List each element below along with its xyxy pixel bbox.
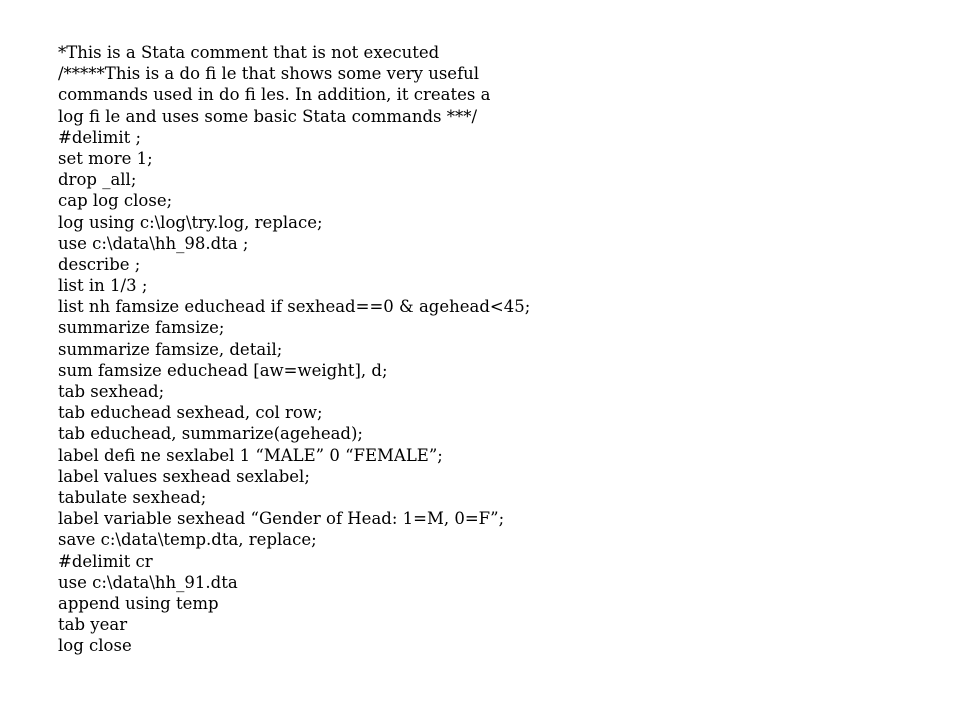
code-line-delimit-cr: #delimit cr xyxy=(58,551,153,571)
block-comment-line-3: log fi le and uses some basic Stata commands ***/ xyxy=(58,106,478,126)
code-line-append: append using temp xyxy=(58,593,219,613)
code-line-use-hh91: use c:\data\hh_91.dta xyxy=(58,572,238,592)
do-file-listing xyxy=(58,42,938,656)
code-line-label-values: label values sexhead sexlabel; xyxy=(58,466,310,486)
code-line-sum-weighted: sum famsize educhead [aw=weight], d; xyxy=(58,360,388,380)
code-line-cap-log-close: cap log close; xyxy=(58,191,173,211)
code-line-log-using: log using c:\log\try.log, replace; xyxy=(58,212,323,232)
code-line-tabulate: tabulate sexhead; xyxy=(58,487,207,507)
code-line-list-nh: list nh famsize educhead if sexhead==0 & agehead<45; xyxy=(58,297,531,317)
code-line-tab-sexhead: tab sexhead; xyxy=(58,382,165,401)
code-line-label-variable: label variable sexhead “Gender of Head: 1=M, 0=F”; xyxy=(58,509,505,529)
code-line-use-hh98: use c:\data\hh_98.dta ; xyxy=(58,233,249,253)
code-line-label-define: label defi ne sexlabel 1 “MALE” 0 “FEMALE”; xyxy=(58,445,443,465)
code-line-tab-year: tab year xyxy=(58,615,128,635)
code-line-describe: describe ; xyxy=(58,254,141,274)
code-line-tab-col-row: tab educhead sexhead, col row; xyxy=(58,403,323,423)
block-comment-line-1: /*****This is a do fi le that shows some very useful xyxy=(58,64,480,84)
code-line-summarize-detail: summarize famsize, detail; xyxy=(58,339,283,359)
code-line-delimit: #delimit ; xyxy=(58,127,142,147)
code-line-tab-summarize: tab educhead, summarize(agehead); xyxy=(58,424,363,444)
code-line-set-more: set more 1; xyxy=(58,148,153,168)
code-line-list-in: list in 1/3 ; xyxy=(58,276,148,296)
code-line-log-close: log close xyxy=(58,636,132,656)
code-line-summarize: summarize famsize; xyxy=(58,318,225,338)
code-line-drop-all: drop _all; xyxy=(58,170,137,190)
comment-line: *This is a Stata comment that is not executed xyxy=(58,43,440,62)
block-comment-line-2: commands used in do fi les. In addition, it creates a xyxy=(58,85,491,105)
code-line-save: save c:\data\temp.dta, replace; xyxy=(58,530,317,550)
